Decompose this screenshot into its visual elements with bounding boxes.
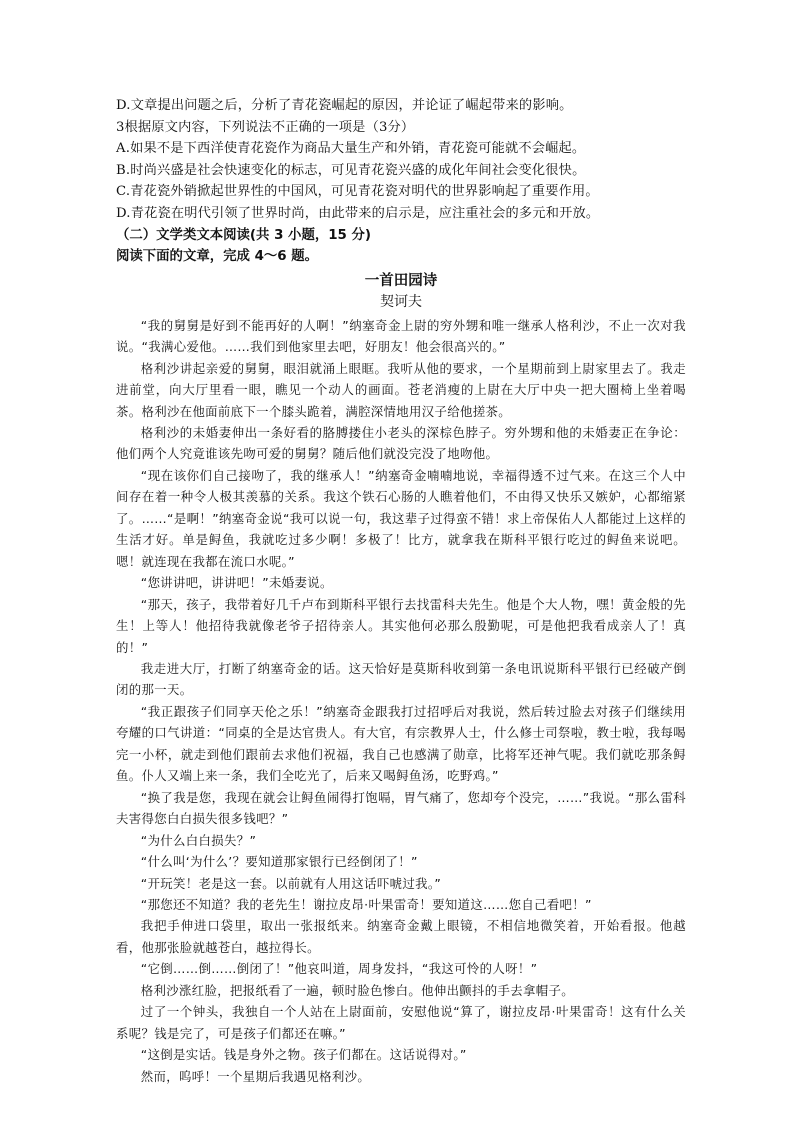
section-heading: （二）文学类文本阅读(共 3 小题，15 分): [116, 227, 372, 243]
story-paragraph: “什么叫‘为什么’？要知道那家银行已经倒闭了！”: [140, 854, 418, 870]
story-paragraph: “那天，孩子，我带着好几千卢布到斯科平银行去找雷科夫先生。他是个大人物，嘿！黄金般的先生！上等人！他招待我就像老爷子招待亲人。其实他何必那么殷勤呢，可是他把我看成亲人了！真的！”: [116, 596, 686, 655]
story-author: 契诃夫: [380, 293, 422, 310]
story-paragraph: 我走进大厅，打断了纳塞奇金的话。这天恰好是莫斯科收到第一条电讯说斯科平银行已经破产倒闭的那一天。: [116, 661, 686, 698]
story-paragraph: 过了一个钟头，我独自一个人站在上尉面前，安慰他说“算了，谢拉皮昂·叶果雷奇！这有什么关系呢？钱是完了，可是孩子们都还在嘛。”: [116, 1004, 686, 1041]
story-paragraph: 格利沙的未婚妻伸出一条好看的胳膊搂住小老头的深棕色脖子。穷外甥和他的未婚妻正在争论：他们两个人究竟谁该先吻可爱的舅舅？随后他们就没完没了地吻他。: [116, 425, 686, 462]
q3-stem: 3根据原文内容，下列说法不正确的一项是（3分）: [116, 119, 415, 135]
story-paragraph: “换了我是您，我现在就会让鲟鱼闹得打饱嗝，胃气痛了，您却夸个没完，……”我说。“那么雷科夫害得您白白损失很多钱吧？”: [116, 789, 686, 827]
story-paragraph: 格利沙讲起亲爱的舅舅，眼泪就涌上眼眶。我听从他的要求，一个星期前到上尉家里去了。我走进前堂，向大厅里看一眼，瞧见一个动人的画面。苍老消瘦的上尉在大厅中央一把大圈椅上坐着喝茶。格利沙在他面前底下一个膝头跪着，满腔深情地用汉子给他搓茶。: [116, 360, 686, 419]
q2-option-d: D.文章提出问题之后，分析了青花瓷崛起的原因，并论证了崛起带来的影响。: [116, 98, 573, 113]
story-title: 一首田园诗: [364, 272, 438, 289]
story-body: [116, 315, 686, 1087]
story-paragraph: 格利沙涨红脸，把报纸看了一遍，顿时脸色惨白。他伸出颤抖的手去拿帽子。: [140, 982, 574, 998]
story-paragraph: “那您还不知道？我的老先生！谢拉皮昂·叶果雷奇！要知道这……您自己看吧！”: [140, 896, 592, 912]
story-paragraph: “我的舅舅是好到不能再好的人啊！”纳塞奇金上尉的穷外甥和唯一继承人格利沙，不止一次对我说。“我满心爱他。……我们到他家里去吧，好朋友！他会很高兴的。”: [116, 317, 686, 355]
section-instruction: 阅读下面的文章，完成 4～6 题。: [116, 249, 319, 265]
story-paragraph: 我把手伸进口袋里，取出一张报纸来。纳塞奇金戴上眼镜，不相信地微笑着，开始看报。他越看，他那张脸就越苍白，越拉得长。: [116, 918, 686, 955]
q3-option-c: C.青花瓷外销掀起世界性的中国风，可见青花瓷对明代的世界影响起了重要作用。: [116, 184, 599, 200]
story-paragraph: “它倒……倒……倒闭了！”他哀叫道，周身发抖，“我这可怜的人呀！”: [140, 961, 538, 977]
q3-option-a: A.如果不是下西洋使青花瓷作为商品大量生产和外销，青花瓷可能就不会崛起。: [116, 141, 586, 157]
story-paragraph: “开玩笑！老是这一套。以前就有人用这话吓唬过我。”: [140, 875, 442, 891]
story-paragraph: “现在该你们自己接吻了，我的继承人！”纳塞奇金喃喃地说，幸福得透不过气来。在这三个人中间存在着一种令人极其羡慕的关系。我这个铁石心肠的人瞧着他们，不由得又快乐又嫉妒，心都缩紧了。……“是啊！”纳塞奇金说“我可以说一句，我这辈子过得蛮不错！求上帝保佑人人都能过上这样的生活才好。单是鲟鱼，我就吃过多少啊！多极了！比方，就拿我在斯科平银行吃过的鲟鱼来说吧。嗯！就连现在我都在流口水呢。”: [116, 467, 686, 569]
story-paragraph: 然而，呜呼！一个星期后我遇见格利沙。: [140, 1068, 371, 1084]
story-paragraph: “为什么白白损失？”: [140, 832, 257, 848]
q3-option-d: D.青花瓷在明代引领了世界时尚，由此带来的启示是，应注重社会的多元和开放。: [116, 205, 600, 221]
story-paragraph: “我正跟孩子们同享天伦之乐！”纳塞奇金跟我打过招呼后对我说，然后转过脸去对孩子们继续用夸耀的口气讲道：“同桌的全是达官贵人。有大官，有宗教界人士，什么修士司祭啦，教士啦，我每喝完一小杯，就走到他们跟前去求他们祝福，我自己也感满了勋章，比将军还神气呢。我们就吃那条鲟鱼。仆人又端上来一条，我们全吃光了，后来又喝鲟鱼汤，吃野鸡。”: [116, 703, 686, 784]
page-content: [116, 95, 686, 1087]
story-paragraph: “您讲讲吧，讲讲吧！”未婚妻说。: [140, 575, 333, 591]
q3-option-b: B.时尚兴盛是社会快速变化的标志，可见青花瓷兴盛的成化年间社会变化很快。: [116, 162, 586, 178]
story-paragraph: “这倒是实话。钱是身外之物。孩子们都在。这话说得对。”: [140, 1047, 467, 1063]
